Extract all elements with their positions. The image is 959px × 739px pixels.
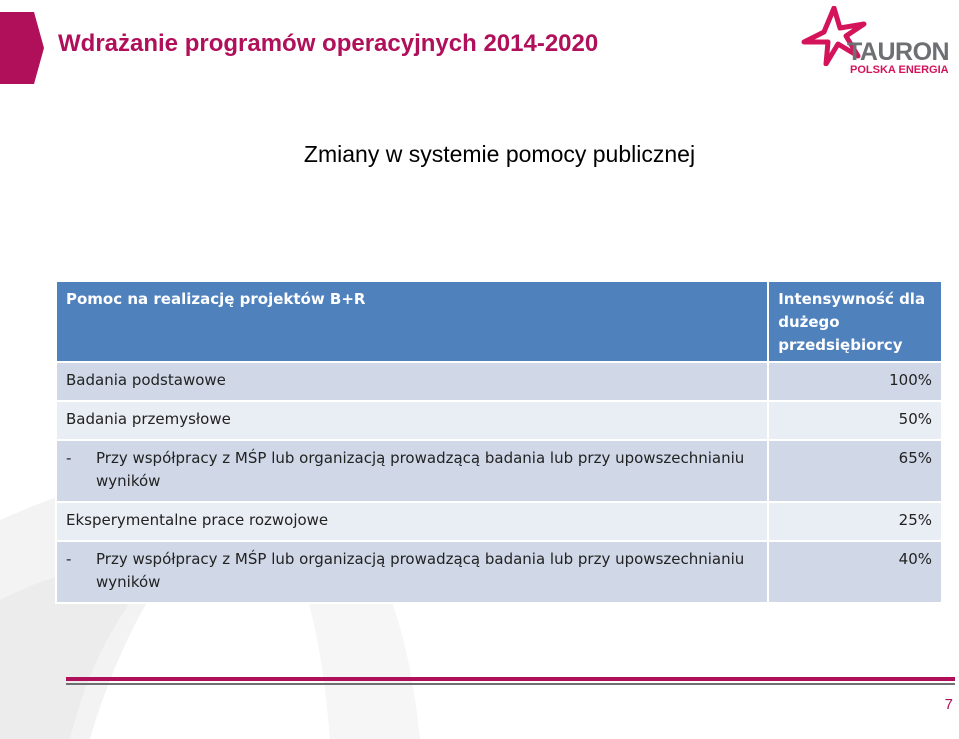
table-row [56, 440, 942, 502]
list-dash: - [66, 449, 72, 467]
row-label: Badania przemysłowe [56, 401, 768, 440]
row-value: 25% [768, 502, 942, 541]
list-dash: - [66, 550, 72, 568]
table-row [56, 401, 942, 440]
row-value: 100% [768, 362, 942, 401]
row-value: 50% [768, 401, 942, 440]
row-value: 40% [768, 541, 942, 603]
footer-divider-secondary [66, 683, 955, 685]
table-header-row [56, 281, 942, 362]
column-header-project-aid: Pomoc na realizację projektów B+R [56, 281, 768, 362]
logo-subtitle: POLSKA ENERGIA [850, 64, 949, 76]
row-label: Przy współpracy z MŚP lub organizacją prowadzącą badania lub przy upowszechnianiu wyników [96, 449, 745, 490]
column-header-intensity: Intensywność dla dużego przedsiębiorcy [768, 281, 942, 362]
aid-intensity-table [55, 280, 943, 604]
footer-divider [66, 677, 955, 681]
tauron-logo [800, 6, 952, 76]
row-label: Przy współpracy z MŚP lub organizacją prowadzącą badania lub przy upowszechnianiu wyników [96, 550, 745, 591]
header-accent-bar [0, 12, 44, 84]
page-title: Wdrażanie programów operacyjnych 2014-2020 [58, 30, 599, 57]
table-row [56, 541, 942, 603]
row-label: Badania podstawowe [56, 362, 768, 401]
logo-name: TAURON [847, 38, 950, 66]
slide-subtitle: Zmiany w systemie pomocy publicznej [303, 141, 696, 167]
table-row [56, 502, 942, 541]
row-label-cell [56, 440, 768, 502]
page-number: 7 [944, 696, 953, 713]
row-label: Eksperymentalne prace rozwojowe [56, 502, 768, 541]
row-value: 65% [768, 440, 942, 502]
table-row [56, 362, 942, 401]
row-label-cell [56, 541, 768, 603]
